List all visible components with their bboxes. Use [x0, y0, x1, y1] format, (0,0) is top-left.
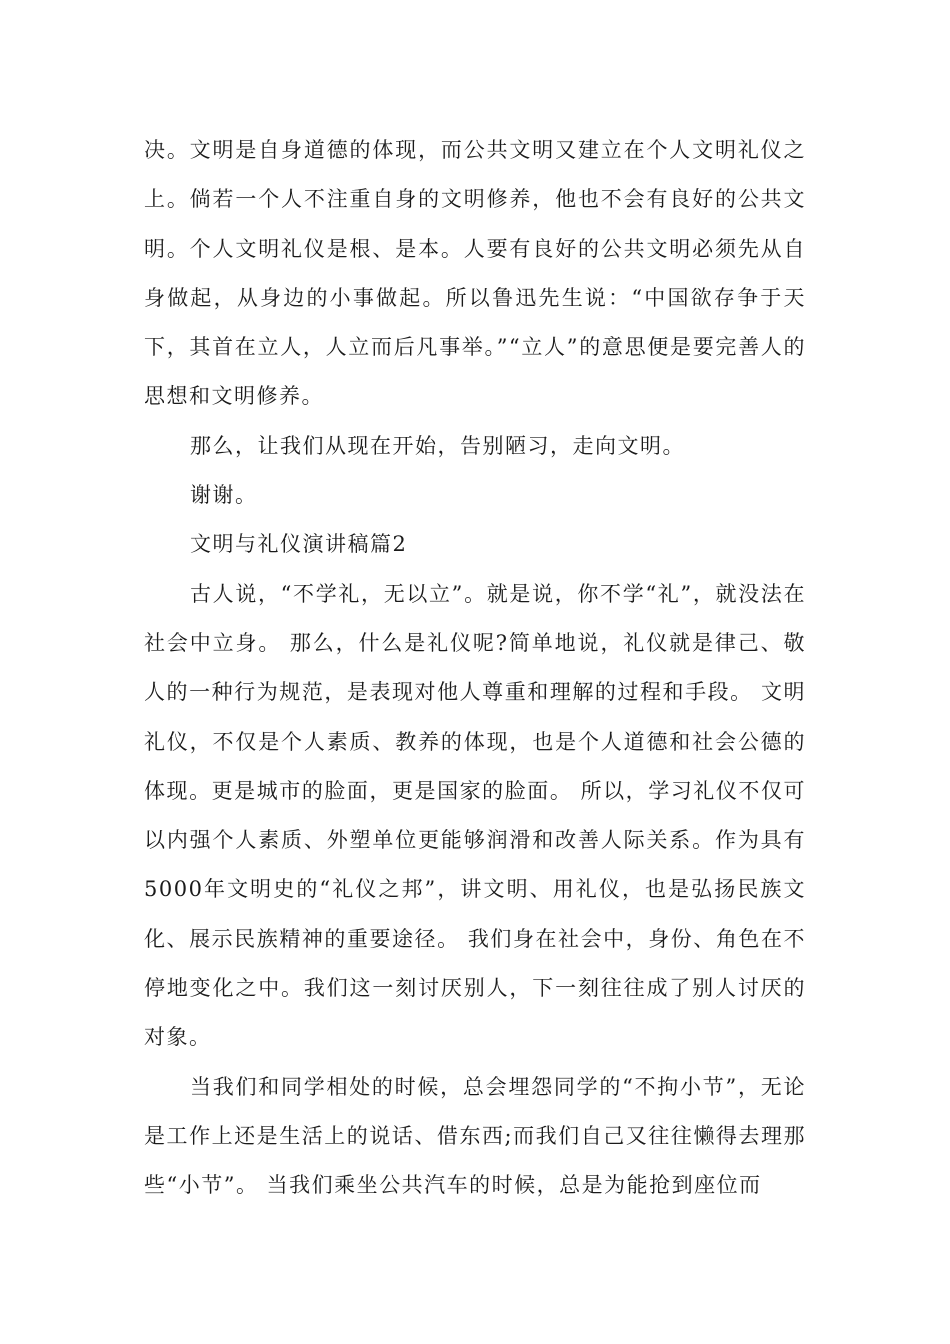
paragraph-etiquette-intro: 古人说，“不学礼，无以立”。就是说，你不学“礼”，就没法在社会中立身。 那么，什么是礼仪呢?简单地说，礼仪就是律己、敬人的一种行为规范，是表现对他人尊重和理解的过程和手段。 文明礼仪，不仅是个人素质、教养的体现，也是个人道德和社会公德的体现。更是城市的脸面，更是国家的脸面。 所以，学习礼仪不仅可以内强个人素质、外塑单位更能够润滑和改善人际关系。作为具有5000年文明史的“礼仪之邦”，讲文明、用礼仪，也是弘扬民族文化、展示民族精神的重要途径。 我们身在社会中，身份、角色在不停地变化之中。我们这一刻讨厌别人，下一刻往往成了别人讨厌的对象。 [144, 581, 806, 1050]
section-heading: 文明与礼仪演讲稿篇2 [190, 532, 408, 557]
paragraph-classmates: 当我们和同学相处的时候，总会埋怨同学的“不拘小节”，无论是工作上还是生活上的说话、借东西;而我们自己又往往懒得去理那些“小节”。 当我们乘坐公共汽车的时候，总是为能抢到座位而 [144, 1074, 806, 1198]
document-body [144, 126, 806, 1211]
paragraph-closing: 那么，让我们从现在开始，告别陋习，走向文明。 [190, 433, 685, 458]
paragraph-thanks: 谢谢。 [190, 483, 258, 508]
paragraph-continuation: 决。文明是自身道德的体现，而公共文明又建立在个人文明礼仪之上。倘若一个人不注重自身的文明修养，他也不会有良好的公共文明。个人文明礼仪是根、是本。人要有良好的公共文明必须先从自身做起，从身边的小事做起。所以鲁迅先生说：“中国欲存争于天下，其首在立人，人立而后凡事举。”“立人”的意思便是要完善人的思想和文明修养。 [144, 138, 806, 409]
